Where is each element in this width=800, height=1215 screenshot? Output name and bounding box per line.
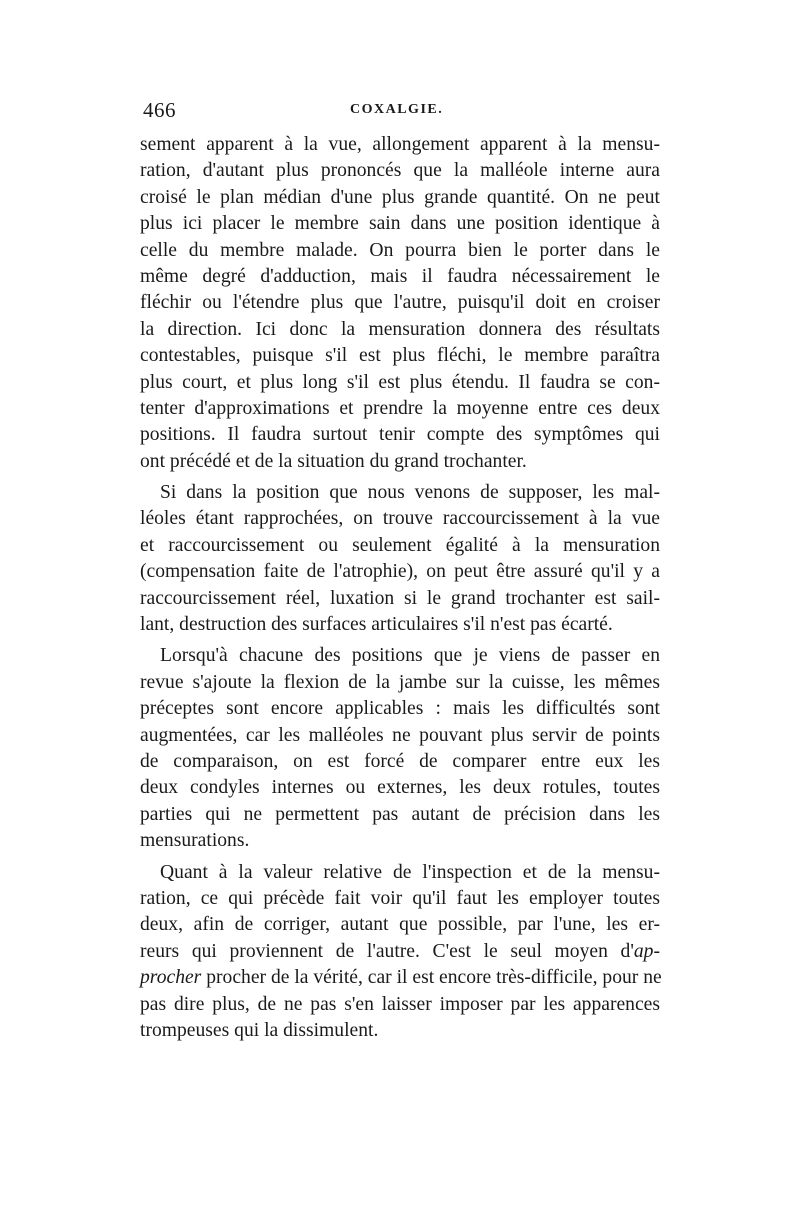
text-line: ration, ce qui précède fait voir qu'il faut les employer toutes (140, 887, 660, 909)
paragraph-4 (140, 860, 660, 1045)
text-line: plus court, et plus long s'il est plus étendu. Il faudra se con- (140, 371, 660, 393)
text-line: ration, d'autant plus prononcés que la malléole interne aura (140, 160, 660, 182)
text-line-with-italic (140, 939, 660, 965)
text-line: mensurations. (140, 830, 250, 852)
text-line: parties qui ne permettent pas autant de précision dans les (140, 803, 660, 825)
text-line: croisé le plan médian d'une plus grande quantité. On ne peut (140, 186, 660, 208)
text-line: deux condyles internes ou externes, les deux rotules, toutes (140, 777, 660, 799)
text-line: deux, afin de corriger, autant que possible, par l'une, les er- (140, 914, 660, 936)
text-line: de comparaison, on est forcé de comparer entre eux les (140, 750, 660, 772)
text-line: tenter d'approximations et prendre la moyenne entre ces deux (140, 397, 660, 419)
text-line: ont précédé et de la situation du grand trochanter. (140, 450, 527, 472)
paragraph-2 (140, 480, 660, 638)
text-line: positions. Il faudra surtout tenir compte des symptômes qui (140, 424, 660, 446)
text-line: préceptes sont encore applicables : mais les difficultés sont (140, 698, 660, 720)
text-line: (compensation faite de l'atrophie), on peut être assuré qu'il y a (140, 561, 660, 583)
running-title: COXALGIE. (350, 102, 444, 117)
text-fragment: reurs qui proviennent de l'autre. C'est le seul moyen d' (140, 940, 634, 962)
text-line: trompeuses qui la dissimulent. (140, 1019, 379, 1041)
italic-fragment: ap- (633, 940, 660, 962)
text-line: celle du membre malade. On pourra bien le porter dans le (140, 239, 660, 261)
body-text (140, 132, 660, 1044)
text-line: et raccourcissement ou seulement égalité à la mensuration (140, 534, 660, 556)
text-line: augmentées, car les malléoles ne pouvant plus servir de points (140, 724, 660, 746)
text-line-with-italic (140, 965, 660, 991)
text-line: contestables, puisque s'il est plus fléchi, le membre paraîtra (140, 345, 660, 367)
text-line: fléchir ou l'étendre plus que l'autre, puisqu'il doit en croiser (140, 292, 660, 314)
text-fragment: procher de la vérité, car il est encore très-difficile, pour ne (201, 967, 662, 989)
text-line: raccourcissement réel, luxation si le grand trochanter est sail- (140, 587, 660, 609)
text-line: revue s'ajoute la flexion de la jambe sur la cuisse, les mêmes (140, 671, 660, 693)
text-line: la direction. Ici donc la mensuration donnera des résultats (140, 318, 660, 340)
paragraph-1 (140, 132, 660, 475)
text-line: Quant à la valeur relative de l'inspection et de la mensu- (160, 861, 660, 883)
text-line: plus ici placer le membre sain dans une position identique à (140, 213, 660, 235)
paragraph-3 (140, 643, 660, 854)
page-header (143, 98, 663, 128)
text-line: Si dans la position que nous venons de supposer, les mal- (160, 482, 660, 504)
text-line: pas dire plus, de ne pas s'en laisser imposer par les apparences (140, 993, 660, 1015)
text-line: Lorsqu'à chacune des positions que je viens de passer en (160, 645, 660, 667)
text-line: lant, destruction des surfaces articulaires s'il n'est pas écarté. (140, 614, 613, 636)
text-line: sement apparent à la vue, allongement apparent à la mensu- (140, 134, 660, 155)
text-line: léoles étant rapprochées, on trouve raccourcissement à la vue (140, 508, 660, 530)
text-line: même degré d'adduction, mais il faudra nécessairement le (140, 265, 660, 287)
page-number: 466 (143, 98, 176, 122)
italic-fragment: procher (140, 967, 202, 989)
